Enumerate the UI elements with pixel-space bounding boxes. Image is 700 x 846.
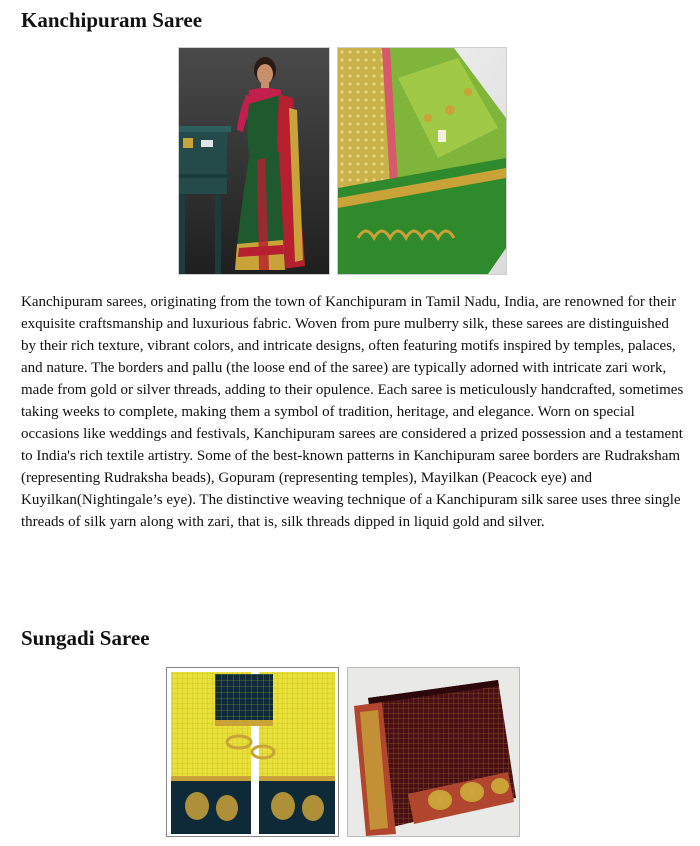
maroon-saree-photo	[347, 667, 520, 837]
yellow-saree-photo	[166, 667, 339, 837]
woman-in-green-and-red-saree-photo	[179, 48, 329, 274]
green-and-gold-silk-saree-photo	[338, 48, 506, 274]
description-paragraph: Kanchipuram sarees, originating from the town of Kanchipuram in Tamil Nadu, India, are renowned for their exquisite craftsmanship and luxurious fabric. Woven from pure mulberry silk, these sarees are distinguished by their rich texture, vibrant colors, and intricate designs, often featuring motifs inspired by temples, palaces, and nature. The borders and pallu (the loose end of the saree) are typically adorned with intricate zari work, made from gold or silver threads, adding to their opulence. Each saree is meticulously handcrafted, sometimes taking weeks to complete, making them a symbol of tradition, heritage, and elegance. Worn on special occasions like weddings and festivals, Kanchipuram sarees are considered a prized possession and a testament to India's rich textile artistry. Some of the best-known patterns in Kanchipuram saree borders are Rudraksham (representing Rudraksha beads), Gopuram (representing temples), Mayilkan (Peacock eye) and Kuyilkan(Nightingale’s eye). The distinctive weaving technique of a Kanchipuram silk saree uses three single threads of silk yarn along with zari, that is, silk threads dipped in liquid gold and silver.	[21, 294, 684, 530]
silk-saree-photo	[337, 47, 507, 275]
section-title: Sungadi Saree	[21, 626, 150, 650]
section-title: Kanchipuram Saree	[21, 8, 203, 32]
yellow-checked-saree-with-peacock-border-photo	[167, 668, 338, 836]
saree-model-photo	[178, 47, 330, 275]
maroon-checked-saree-with-peacock-border-photo	[348, 668, 519, 836]
